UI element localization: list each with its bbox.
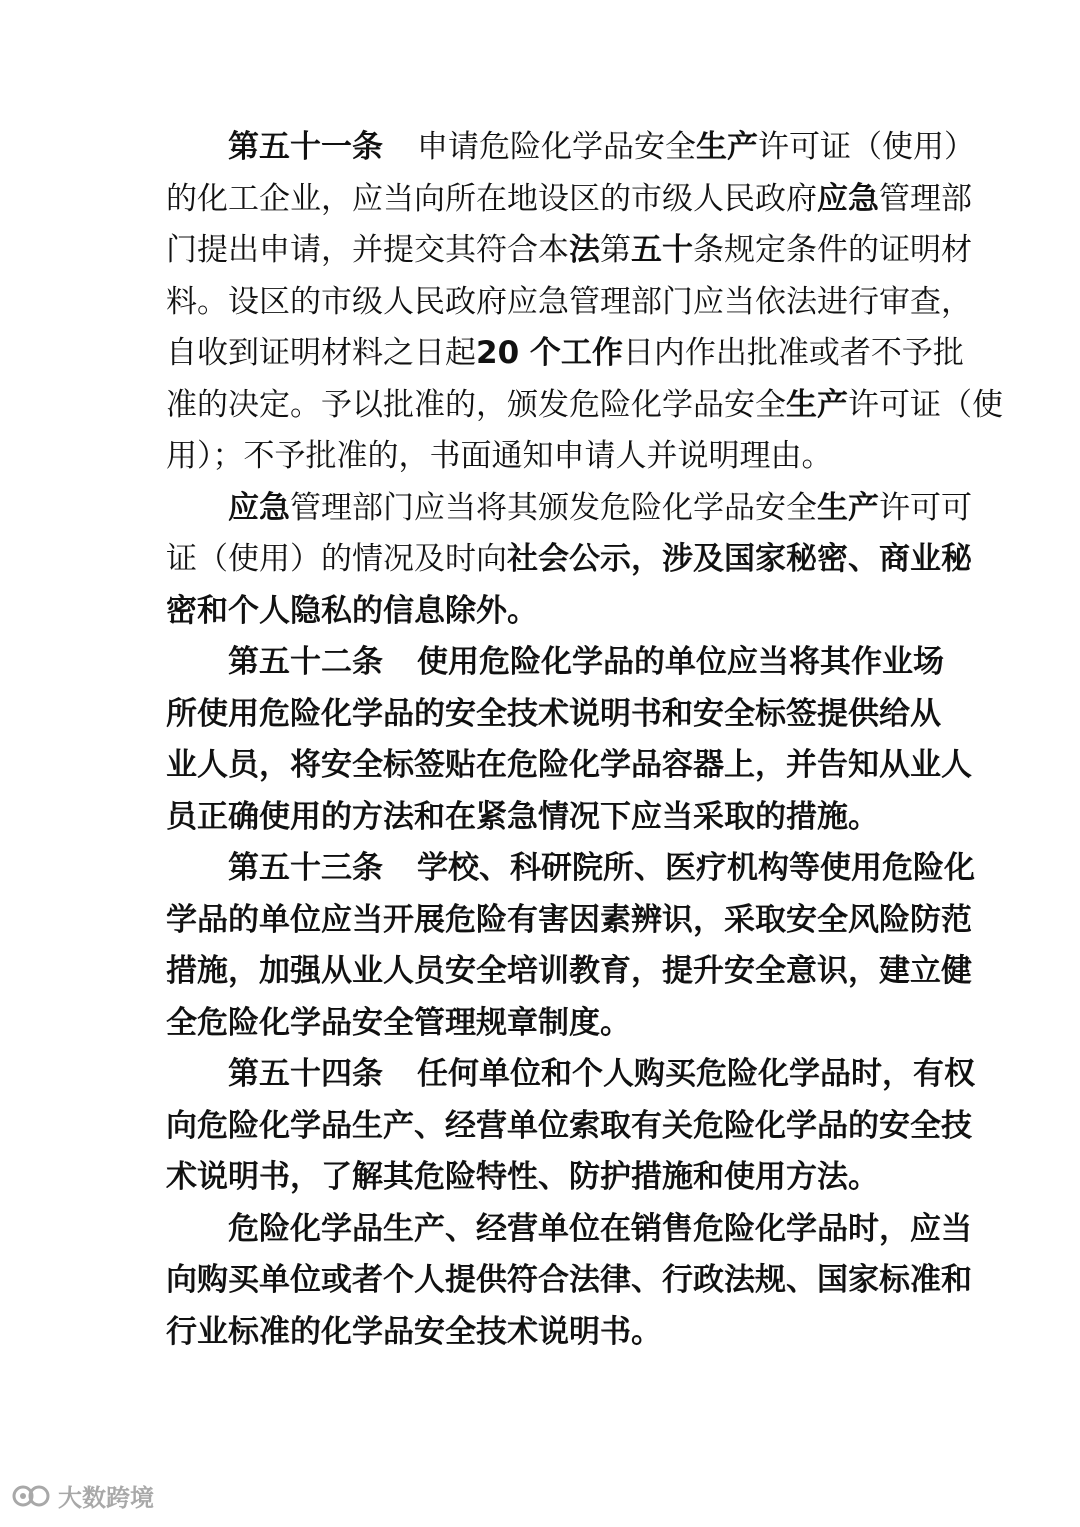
text-run-bold: 生产 (696, 129, 758, 165)
text-run-bold: 法 (569, 232, 600, 268)
text-run-bold: 20 个工作 (476, 335, 623, 371)
text-run: 许可证（使用） (758, 129, 975, 165)
text-run-bold: 学品的单位应当开展危险有害因素辨识，采取安全风险防范 (166, 901, 972, 938)
text-line (166, 843, 975, 895)
text-line (166, 431, 918, 483)
text-run-bold: 全危险化学品安全管理规章制度。 (166, 1004, 631, 1041)
text-run-bold: 所使用危险化学品的安全技术说明书和安全标签提供给从 (166, 695, 941, 732)
text-line (166, 122, 975, 174)
text-run-bold: 学校、科研院所、医疗机构等使用危险化 (417, 850, 975, 886)
text-run: 管理部 (879, 180, 972, 217)
text-line (166, 1101, 972, 1153)
text-line (166, 328, 964, 380)
text-run: 自收到证明材料之日起 (166, 335, 476, 371)
text-run: 第 (600, 232, 631, 268)
article-heading: 第五十一条 (228, 129, 383, 165)
paragraph-article-54 (166, 1049, 975, 1204)
text-run-bold: 措施，加强从业人员安全培训教育，提升安全意识，建立健 (166, 953, 972, 989)
text-run-bold: 行业标准的化学品安全技术说明书。 (166, 1313, 662, 1350)
text-line (166, 740, 972, 792)
text-run-bold: 向危险化学品生产、经营单位索取有关危险化学品的安全技 (166, 1107, 972, 1144)
paragraph-article-52 (166, 637, 972, 843)
text-run-bold: 任何单位和个人购买危险化学品时，有权 (417, 1056, 975, 1092)
text-run: 许可证（使 (848, 386, 1003, 423)
text-run: 的化工企业，应当向所在地设区的市级人民政府 (166, 180, 817, 217)
text-line (166, 792, 918, 844)
text-run-bold: 员正确使用的方法和在紧急情况下应当采取的措施。 (166, 798, 879, 835)
text-run: 许可可 (879, 489, 972, 526)
paragraph-seller-obligation (166, 1204, 972, 1359)
text-run-bold: 使用危险化学品的单位应当将其作业场 (417, 644, 944, 680)
text-run-bold: 应急 (228, 489, 290, 526)
text-line (166, 380, 1003, 432)
text-line (166, 1049, 975, 1101)
article-heading: 第五十四条 (228, 1056, 383, 1092)
text-line (166, 689, 941, 741)
text-run-bold: 密和个人隐私的信息除外。 (166, 592, 538, 629)
text-run: 管理部门应当将其颁发危险化学品安全 (290, 489, 817, 526)
text-run-bold: 向购买单位或者个人提供符合法律、行政法规、国家标准和 (166, 1262, 972, 1298)
text-line (166, 586, 918, 638)
text-line (166, 637, 944, 689)
brand-logo-icon (12, 1483, 52, 1509)
text-line (166, 998, 918, 1050)
text-line (166, 483, 972, 535)
text-run-bold: 五十 (631, 232, 693, 268)
text-line (166, 534, 972, 586)
text-run-bold: 社会公示，涉及国家秘密、商业秘 (507, 541, 972, 577)
text-line (166, 1307, 918, 1359)
text-run-bold: 生产 (817, 489, 879, 526)
text-run: 用）；不予批准的，书面通知申请人并说明理由。 (166, 438, 833, 474)
text-line (166, 277, 972, 329)
text-run: 料。设区的市级人民政府应急管理部门应当依法进行审查， (166, 283, 972, 320)
text-run-bold: 危险化学品生产、经营单位在销售危险化学品时，应当 (228, 1210, 972, 1247)
text-line (166, 1255, 972, 1307)
paragraph-public-disclosure (166, 483, 972, 638)
text-line (166, 1152, 918, 1204)
text-run-bold: 应急 (817, 180, 879, 217)
article-heading: 第五十二条 (228, 644, 383, 680)
text-run-bold: 术说明书，了解其危险特性、防护措施和使用方法。 (166, 1159, 879, 1195)
text-line (166, 946, 972, 998)
article-heading: 第五十三条 (228, 850, 383, 886)
text-line (166, 225, 972, 277)
text-run: 准的决定。予以批准的，颁发危险化学品安全 (166, 386, 786, 423)
paragraph-article-53 (166, 843, 975, 1049)
paragraph-article-51 (166, 122, 1003, 483)
text-line (166, 1204, 972, 1256)
text-run: 条规定条件的证明材 (693, 232, 972, 268)
watermark-text: 大数跨境 (58, 1484, 154, 1512)
text-run: 日内作出批准或者不予批 (622, 335, 964, 371)
text-line (166, 895, 972, 947)
text-run: 申请危险化学品安全 (417, 129, 696, 165)
text-run: 门提出申请，并提交其符合本 (166, 232, 569, 268)
text-line (166, 174, 972, 226)
watermark (12, 1478, 154, 1513)
document-page (166, 122, 1003, 1358)
text-run: 证（使用）的情况及时向 (166, 541, 507, 577)
text-run-bold: 生产 (786, 386, 848, 423)
text-run-bold: 业人员，将安全标签贴在危险化学品容器上，并告知从业人 (166, 747, 972, 783)
